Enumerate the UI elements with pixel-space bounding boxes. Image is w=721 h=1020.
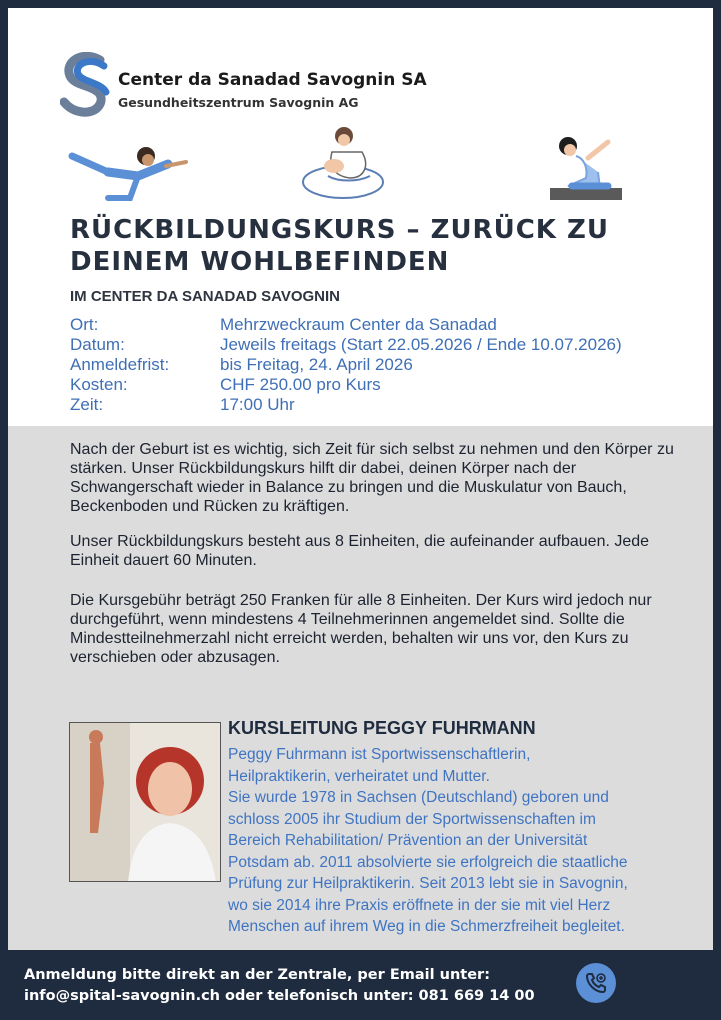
flyer-page: [8, 8, 713, 950]
phone-icon-glyph: [576, 963, 616, 1003]
detail-value: Mehrzweckraum Center da Sanadad: [220, 315, 497, 334]
detail-value: CHF 250.00 pro Kurs: [220, 375, 381, 394]
detail-row: [70, 335, 622, 355]
course-subtitle: IM CENTER DA SANADAD SAVOGNIN: [70, 288, 341, 305]
phone-icon[interactable]: [576, 963, 616, 1003]
detail-row: [70, 395, 622, 415]
detail-label: Ort:: [70, 315, 99, 334]
org-name: Center da Sanadad Savognin SA: [118, 70, 427, 90]
footer-text: [24, 965, 535, 1007]
detail-row: [70, 355, 622, 375]
mother-baby-illustration: [298, 122, 388, 202]
fee-paragraph: Die Kursgebühr beträgt 250 Franken für alle 8 Einheiten. Der Kurs wird jedoch nur durchgeführt, wenn mindestens 4 Teilnehmerinnen angemeldet sind. Sollte die Mindestteilnehmerzahl nicht erreicht werden, behalten wir uns vor, den Kurs zu verschieben oder abzusagen.: [70, 592, 652, 666]
footer-line-1: Anmeldung bitte direkt an der Zentrale, per Email unter:: [24, 967, 490, 983]
detail-row: [70, 375, 622, 395]
course-title: RÜCKBILDUNGSKURS – ZURÜCK ZU DEINEM WOHLBEFINDEN: [70, 215, 609, 277]
detail-label: Anmeldefrist:: [70, 355, 170, 374]
detail-value: bis Freitag, 24. April 2026: [220, 355, 413, 374]
detail-label: Kosten:: [70, 375, 128, 394]
org-subtitle: Gesundheitszentrum Savognin AG: [118, 95, 359, 110]
detail-value: Jeweils freitags (Start 22.05.2026 / Ende 10.07.2026): [220, 335, 622, 354]
center-da-sanadad-logo: [60, 52, 114, 118]
footer-line-2[interactable]: info@spital-savognin.ch oder telefonisch unter: 081 669 14 00: [24, 988, 535, 1004]
detail-label: Datum:: [70, 335, 125, 354]
detail-row: [70, 315, 622, 335]
intro-paragraph: Nach der Geburt ist es wichtig, sich Zeit für sich selbst zu nehmen und den Körper zu stärken. Unser Rückbildungskurs hilft dir dabei, deinen Körper nach der Schwangerschaft wieder in Balance zu bringen und die Muskulatur von Bauch, Beckenboden und Rücken zu kräftigen.: [70, 441, 674, 515]
units-paragraph: Unser Rückbildungskurs besteht aus 8 Einheiten, die aufeinander aufbauen. Jede Einheit dauert 60 Minuten.: [70, 533, 650, 569]
course-details: [70, 315, 622, 415]
leader-bio: Peggy Fuhrmann ist Sportwissenschaftlerin, Heilpraktikerin, verheiratet und Mutter. Sie wurde 1978 in Sachsen (Deutschland) geboren und schloss 2005 ihr Studium der Sportwissenschaften im Bereich Rehabilitation/ Prävention an der Universität Potsdam ab. 2011 absolvierte sie erfolgreich die staatliche Prüfung zur Heilpraktikerin. Seit 2013 lebt sie in Savognin, wo sie 2014 ihre Praxis eröffnete in der sie mit viel Herz Menschen auf ihrem Weg in die Schmerzfreiheit begleitet.: [228, 746, 628, 935]
detail-value: 17:00 Uhr: [220, 395, 295, 414]
leader-title: KURSLEITUNG PEGGY FUHRMANN: [228, 718, 536, 738]
portrait-photo-image: [70, 723, 221, 882]
yoga-stretch-illustration: [548, 128, 624, 204]
portrait-photo: [69, 722, 221, 882]
footer: [0, 950, 721, 1020]
yoga-balance-illustration: [68, 142, 188, 202]
detail-label: Zeit:: [70, 395, 104, 414]
